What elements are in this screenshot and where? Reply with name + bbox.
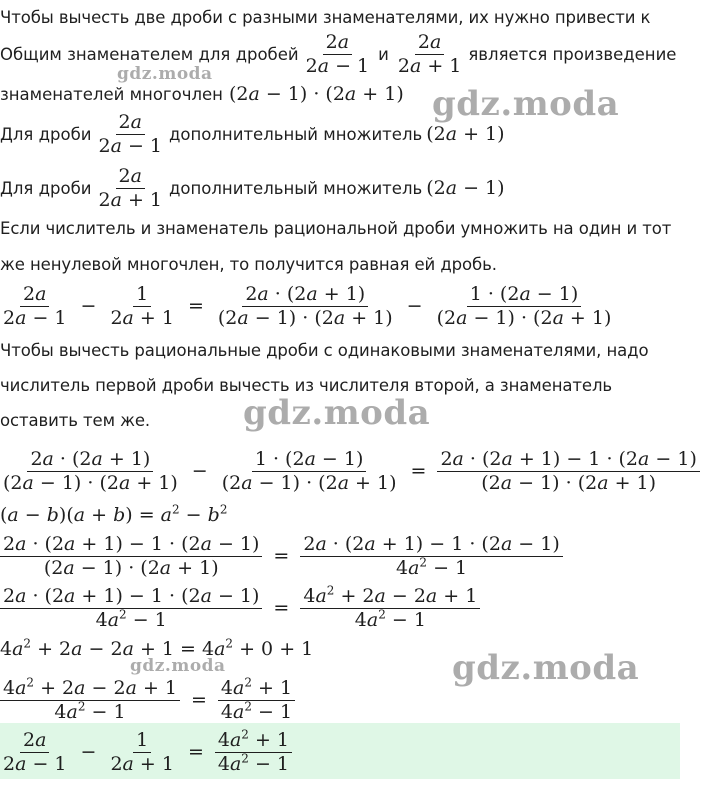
equation-expand-numerator — [0, 583, 484, 633]
fraction-second-repeat: $\frac{2a}{2a + 1}$ — [98, 164, 162, 211]
fraction-second: $\frac{2a}{2a + 1}$ — [397, 30, 462, 77]
product-text: является произведение — [468, 44, 677, 64]
eq1-frac-d: $\frac{1 \cdot (2a - 1)}{(2a - 1) \cdot (2a + 1)}$ — [436, 282, 612, 329]
eq5-equals: = — [191, 689, 207, 711]
eq1-frac-b: $\frac{1}{2a + 1}$ — [110, 282, 174, 329]
watermark-5: gdz.moda — [452, 648, 640, 688]
eq1-minus-2: − — [406, 295, 423, 317]
subtract-rule-text-3: оставить тем же. — [0, 411, 151, 430]
subtract-rule-text-2: числитель первой дроби вычесть из числителя второй, а знаменатель — [0, 376, 613, 395]
watermark-2: gdz.moda — [432, 84, 620, 124]
fraction-first: $\frac{2a}{2a - 1}$ — [305, 30, 370, 77]
eq5-frac-a: $\frac{4a^2 + 2a - 2a + 1}{4a^2 - 1}$ — [0, 677, 180, 724]
common-denominator-text: Общим знаменателем для дробей — [0, 44, 299, 64]
and-word: и — [378, 44, 389, 64]
eq4-frac-a: $\frac{2a \cdot (2a + 1) - 1 \cdot (2a - 1)}{4a^2 - 1}$ — [0, 585, 262, 632]
intro-text: Чтобы вычесть две дроби с разными знаменателями, их нужно привести к — [0, 8, 651, 27]
final-minus: − — [80, 741, 97, 763]
eq4-frac-b: $\frac{4a^2 + 2a - 2a + 1}{4a^2 - 1}$ — [300, 585, 480, 632]
eq2-equals: = — [410, 460, 427, 482]
equation-combine — [0, 446, 704, 496]
eq1-equals: = — [187, 295, 204, 317]
eq3-frac-a: $\frac{2a \cdot (2a + 1) - 1 \cdot (2a - 1)}{(2a - 1) \cdot (2a + 1)}$ — [0, 533, 262, 580]
difference-of-squares — [0, 503, 227, 527]
denominator-product-line — [0, 82, 404, 106]
denominator-product-expr: (2a − 1) · (2a + 1) — [228, 83, 404, 105]
eq2-frac-c: $\frac{2a \cdot (2a + 1) - 1 \cdot (2a - 1)}{(2a - 1) \cdot (2a + 1)}$ — [437, 448, 699, 495]
eq1-frac-c: $\frac{2a \cdot (2a + 1)}{(2a - 1) \cdot (2a + 1)}$ — [217, 282, 393, 329]
factor-line-2 — [0, 164, 505, 212]
equation-expand — [0, 281, 618, 331]
multiplier-expr-1: (2a + 1) — [426, 123, 505, 145]
eq2-minus: − — [191, 460, 208, 482]
watermark-4: gdz.moda — [130, 656, 226, 676]
eq2-frac-b: $\frac{1 \cdot (2a - 1)}{(2a - 1) \cdot (2a + 1)}$ — [221, 447, 397, 494]
final-frac-result: $\frac{4a^2 + 1}{4a^2 - 1}$ — [215, 729, 292, 776]
watermark-1: gdz.moda — [117, 64, 213, 84]
multiplier-label-1: дополнительный множитель — [169, 124, 423, 144]
watermark-3: gdz.moda — [243, 393, 431, 433]
eq5-frac-b: $\frac{4a^2 + 1}{4a^2 - 1}$ — [218, 677, 295, 724]
denominator-product-text: знаменателей многочлен — [0, 84, 223, 104]
eq2-frac-a: $\frac{2a \cdot (2a + 1)}{(2a - 1) \cdot (2a + 1)}$ — [3, 447, 178, 494]
common-denominator-line — [0, 30, 676, 78]
numerator-simplification-expr: $4a^2 + 2a - 2a + 1 = 4a^2 + 0 + 1$ — [0, 636, 314, 660]
equation-simplified — [0, 675, 299, 725]
eq3-equals: = — [273, 545, 290, 567]
eq1-frac-a: $\frac{2a}{2a - 1}$ — [3, 282, 67, 329]
final-frac-a: $\frac{2a}{2a - 1}$ — [3, 728, 67, 775]
final-answer — [0, 727, 296, 777]
difference-of-squares-expr: $(a - b)(a + b) = a^2 - b^2$ — [0, 502, 228, 526]
fraction-first-repeat: $\frac{2a}{2a - 1}$ — [98, 110, 162, 157]
factor-line-1 — [0, 110, 505, 158]
eq1-minus-1: − — [80, 295, 97, 317]
final-equals: = — [187, 741, 204, 763]
multiplier-expr-2: (2a − 1) — [426, 177, 505, 199]
final-frac-b: $\frac{1}{2a + 1}$ — [110, 728, 174, 775]
eq4-equals: = — [273, 597, 290, 619]
rule-text-1: Если числитель и знаменатель рациональной дроби умножить на один и тот — [0, 219, 672, 238]
equation-simplify-denominator — [0, 531, 567, 581]
eq3-frac-b: $\frac{2a \cdot (2a + 1) - 1 \cdot (2a - 1)}{4a^2 - 1}$ — [300, 533, 562, 580]
multiplier-label-2: дополнительный множитель — [169, 178, 423, 198]
rule-text-2: же ненулевой многочлен, то получится равная ей дробь. — [0, 255, 497, 274]
for-fraction-text-1: Для дроби — [0, 124, 92, 144]
subtract-rule-text-1: Чтобы вычесть рациональные дроби с одинаковыми знаменателями, надо — [0, 341, 649, 360]
for-fraction-text-2: Для дроби — [0, 178, 92, 198]
